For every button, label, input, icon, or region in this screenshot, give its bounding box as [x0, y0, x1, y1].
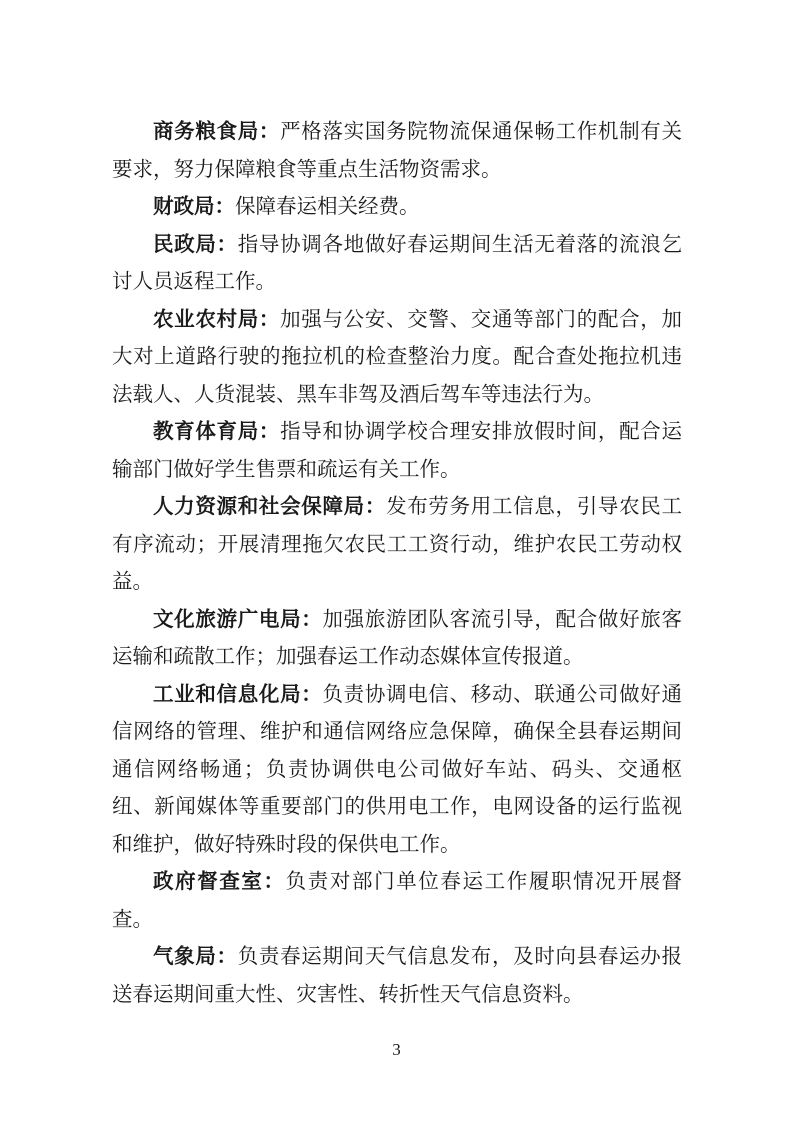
paragraph-human-resources [112, 488, 682, 601]
page-number: 3 [392, 1040, 401, 1059]
department-duty: 负责对部门单位春运工作履职情况开展督查。 [112, 869, 683, 931]
department-duty: 严格落实国务院物流保通保畅工作机制有关要求，努力保障粮食等重点生活物资需求。 [112, 119, 682, 181]
paragraph-commerce-grain [112, 113, 682, 188]
department-name: 教育体育局： [153, 419, 281, 443]
department-name: 政府督查室： [153, 869, 286, 893]
paragraph-finance [112, 188, 682, 226]
department-name: 工业和信息化局： [153, 681, 323, 706]
department-name: 农业农村局： [153, 306, 281, 331]
paragraph-agriculture [112, 301, 682, 414]
paragraph-industry-it [112, 676, 682, 864]
paragraph-meteorology [112, 938, 682, 1013]
department-duty: 发布劳务用工信息，引导农民工有序流动；开展清理拖欠农民工工资行动，维护农民工劳动权益。 [112, 494, 682, 593]
department-duty: 保障春运相关经费。 [235, 194, 420, 218]
paragraph-education-sports [112, 413, 682, 488]
department-duty: 指导协调各地做好春运期间生活无着落的流浪乞讨人员返程工作。 [112, 231, 682, 293]
department-duty: 负责协调电信、移动、联通公司做好通信网络的管理、维护和通信网络应急保障，确保全县春运期间通信网络畅通；负责协调供电公司做好车站、码头、交通枢纽、新闻媒体等重要部门的供用电工作，电网设备的运行监视和维护，做好特殊时段的保供电工作。 [112, 681, 682, 856]
department-name: 财政局： [153, 194, 235, 218]
department-duty: 加强旅游团队客流引导，配合做好旅客运输和疏散工作；加强春运工作动态媒体宣传报道。 [112, 606, 682, 668]
department-duty: 负责春运期间天气信息发布，及时向县春运办报送春运期间重大性、灾害性、转折性天气信息资料。 [112, 944, 682, 1006]
department-duty: 指导和协调学校合理安排放假时间，配合运输部门做好学生售票和疏运有关工作。 [112, 419, 682, 481]
document-body [112, 113, 682, 1013]
paragraph-culture-tourism [112, 601, 682, 676]
department-name: 商务粮食局： [153, 119, 281, 143]
department-duty: 加强与公安、交警、交通等部门的配合，加大对上道路行驶的拖拉机的检查整治力度。配合查处拖拉机违法载人、人货混装、黑车非驾及酒后驾车等违法行为。 [112, 306, 682, 406]
paragraph-government-inspection [112, 863, 682, 938]
department-name: 民政局： [153, 231, 238, 256]
department-name: 气象局： [153, 944, 238, 968]
paragraph-civil-affairs [112, 226, 682, 301]
department-name: 人力资源和社会保障局： [153, 494, 387, 518]
department-name: 文化旅游广电局： [153, 606, 323, 631]
